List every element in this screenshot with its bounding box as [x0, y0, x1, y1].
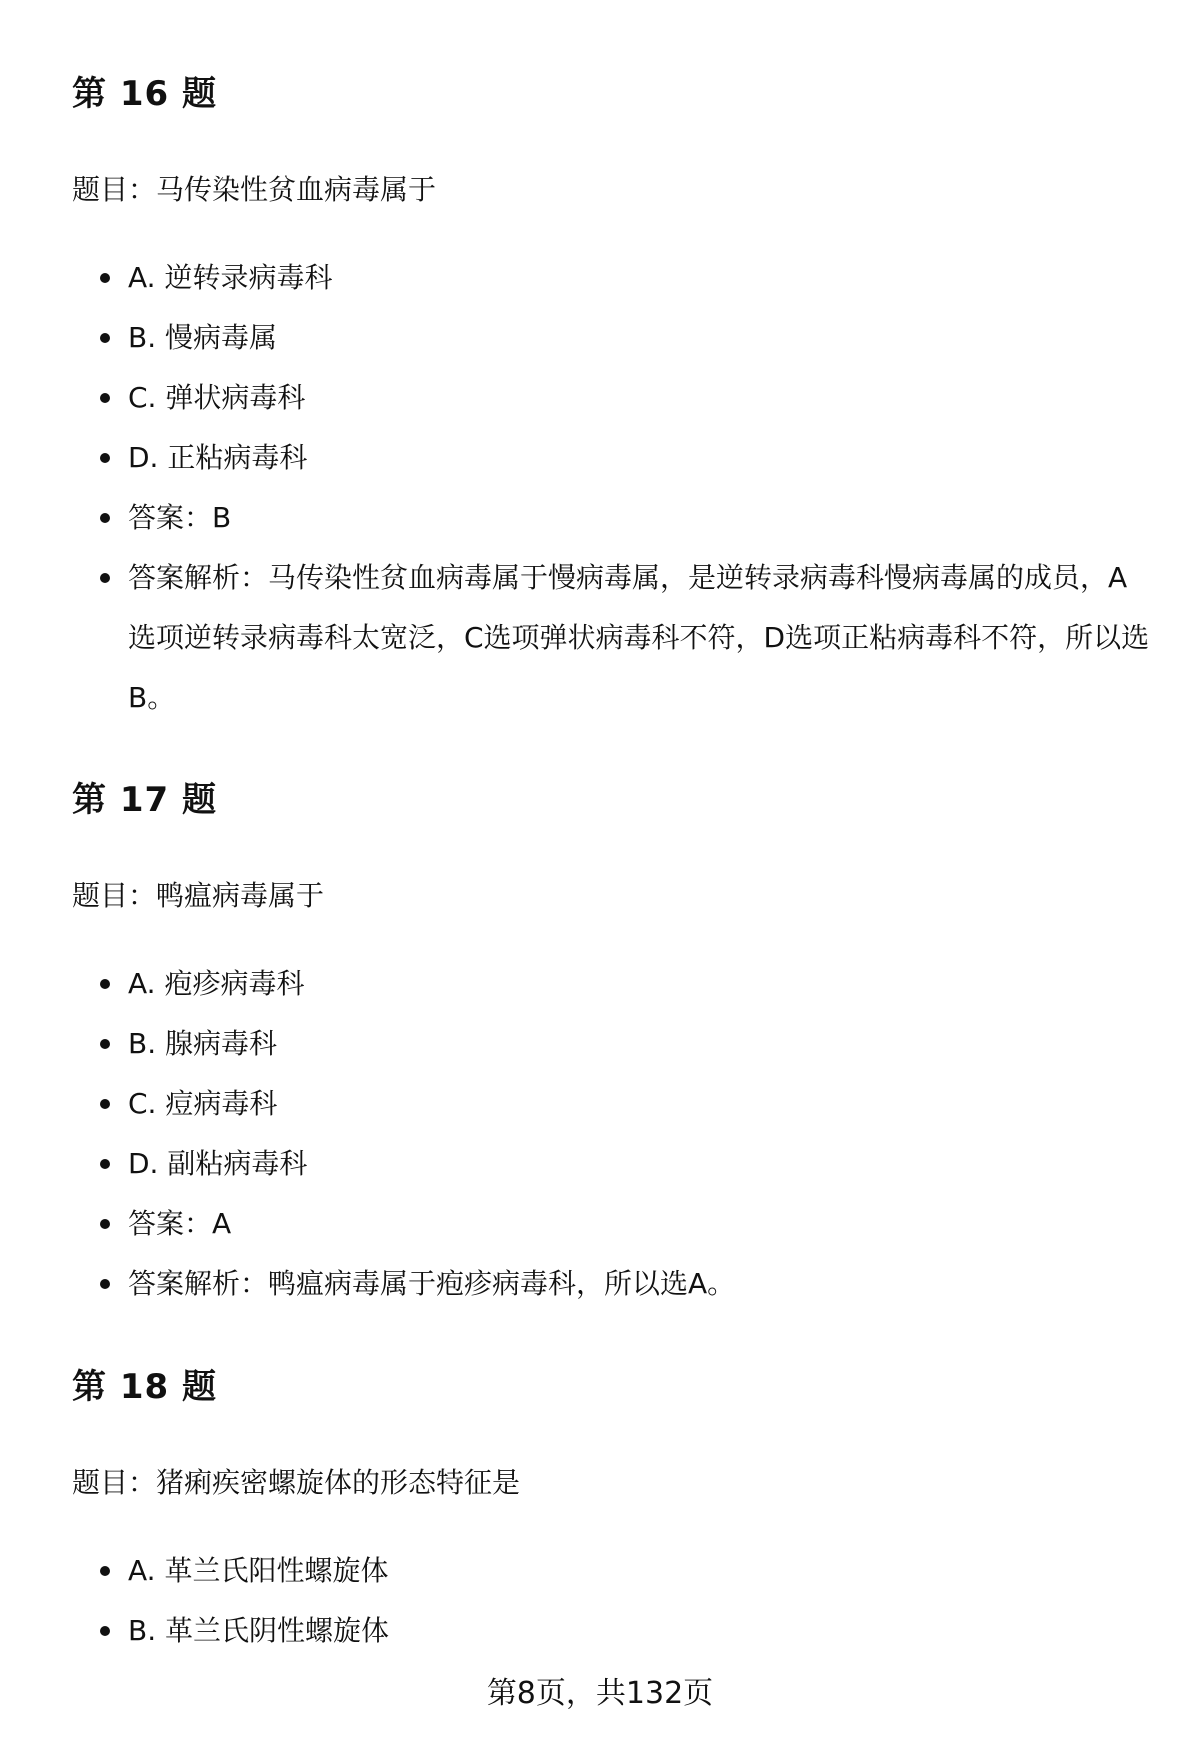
question-heading: 第 17 题	[72, 780, 217, 820]
question-17	[72, 778, 1152, 1300]
option-b: B. 革兰氏阴性螺旋体	[72, 1601, 1152, 1661]
question-stem: 题目：马传染性贫血病毒属于	[72, 173, 437, 206]
option-b: B. 腺病毒科	[72, 1014, 1152, 1074]
option-c: C. 痘病毒科	[72, 1074, 1152, 1134]
option-list	[72, 248, 1152, 728]
answer: 答案：A	[72, 1194, 1152, 1254]
option-c: C. 弹状病毒科	[72, 368, 1152, 428]
answer-explanation: 答案解析：马传染性贫血病毒属于慢病毒属，是逆转录病毒科慢病毒属的成员，A选项逆转录病毒科太宽泛，C选项弹状病毒科不符，D选项正粘病毒科不符，所以选B。	[72, 548, 1152, 728]
question-heading: 第 18 题	[72, 1367, 217, 1407]
option-d: D. 副粘病毒科	[72, 1134, 1152, 1194]
option-a: A. 革兰氏阳性螺旋体	[72, 1541, 1152, 1601]
page-number-footer: 第8页，共132页	[486, 1676, 714, 1711]
question-heading: 第 16 题	[72, 74, 217, 114]
option-b: B. 慢病毒属	[72, 308, 1152, 368]
question-16	[72, 72, 1152, 714]
question-stem: 题目：鸭瘟病毒属于	[72, 879, 325, 912]
question-stem: 题目：猪痢疾密螺旋体的形态特征是	[72, 1466, 521, 1499]
answer-explanation: 答案解析：鸭瘟病毒属于疱疹病毒科，所以选A。	[72, 1254, 1152, 1314]
option-list	[72, 1541, 1152, 1661]
answer: 答案：B	[72, 488, 1152, 548]
option-list	[72, 954, 1152, 1314]
option-a: A. 疱疹病毒科	[72, 954, 1152, 1014]
question-18	[72, 1365, 1152, 1647]
option-a: A. 逆转录病毒科	[72, 248, 1152, 308]
option-d: D. 正粘病毒科	[72, 428, 1152, 488]
